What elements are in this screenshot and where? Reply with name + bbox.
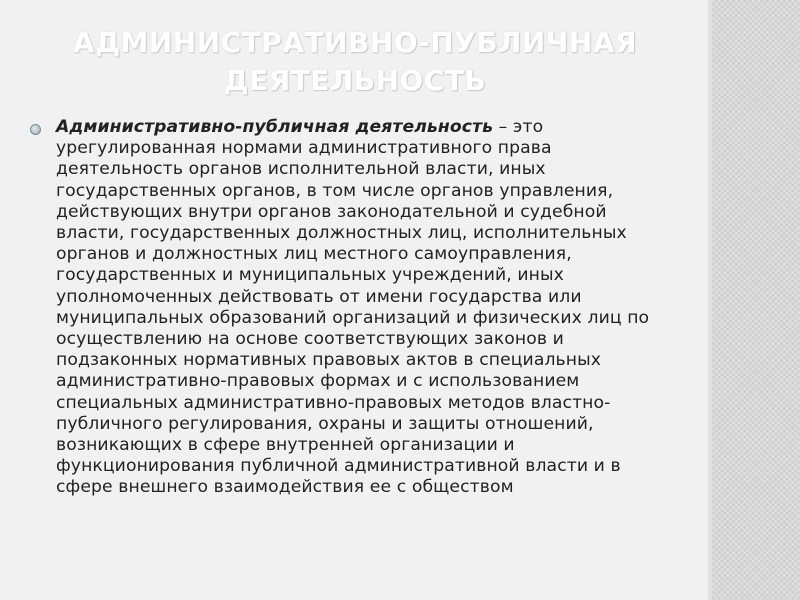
slide-title: АДМИНИСТРАТИВНО-ПУБЛИЧНАЯ ДЕЯТЕЛЬНОСТЬ — [72, 26, 638, 97]
bullet-circle-icon — [30, 124, 41, 135]
decorative-side-panel — [712, 0, 800, 600]
definition-text: – это урегулированная нормами административного права деятельность органов исполнительной власти, иных государственных органов, в том числе органов управления, действующих внутри органов законодательной и судебной власти, государственных должностных лиц, исполнительных органов и должностных лиц местного самоуправления, государственных и муниципальных учреждений, иных уполномоченных действовать от имени государства или муниципальных образований организаций и физических лиц по осуществлению на основе соответствующих законов и подзаконных нормативных правовых актов в специальных административно-правовых формах и с использованием специальных административно-правовых методов властно-публичного регулирования, охраны и защиты отношений, возникающих в сфере внутренней организации и функционирования публичной административной власти и в сфере внешнего взаимодействия ее с обществом — [56, 117, 650, 498]
bullet-paragraph — [56, 117, 680, 499]
defined-term: Административно-публичная деятельность — [56, 117, 494, 137]
bullet-item — [30, 117, 680, 499]
